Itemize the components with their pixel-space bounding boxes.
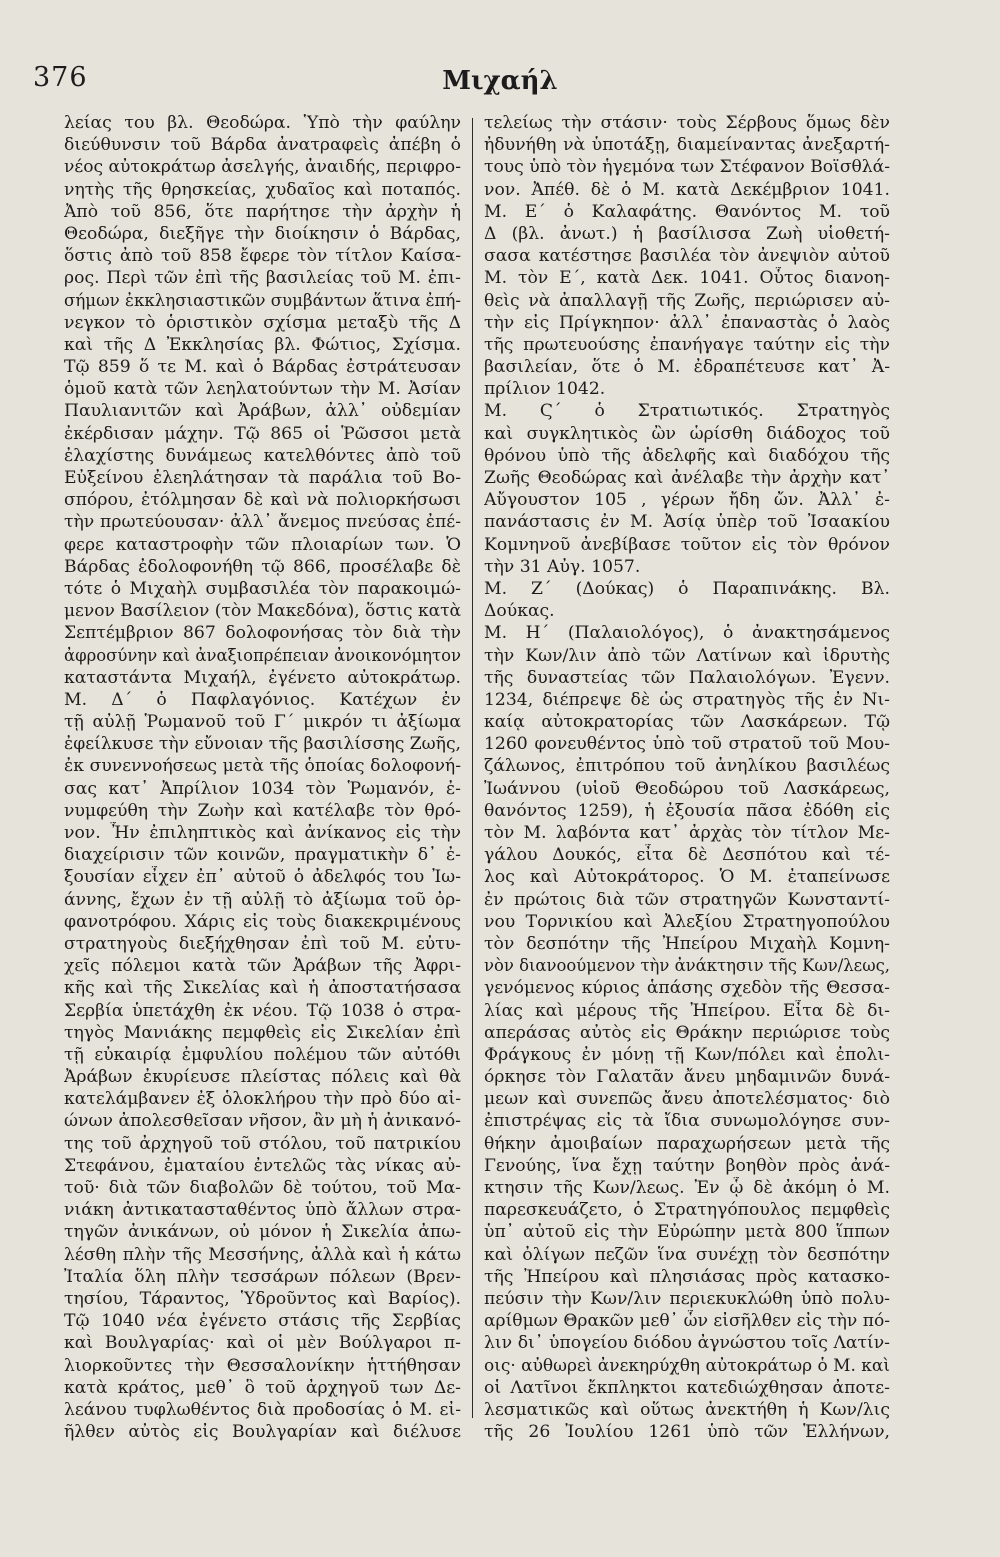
text-line: ζάλωνος, ἐπιτρόπου τοῦ ἀνηλίκου βασιλέως <box>484 756 890 777</box>
text-line: Δ (βλ. ἀνωτ.) ἡ βασίλισσα Ζωὴ υἱοθετή- <box>484 223 890 244</box>
text-line: νον. Ἀπέθ. δὲ ὁ Μ. κατὰ Δεκέμβριον 1041. <box>484 179 890 200</box>
text-line: άννης, ἔχων ἐν τῇ αὐλῇ τὸ ἀξίωμα τοῦ ὀρ- <box>64 889 461 910</box>
text-line: παρεσκευάζετο, ὁ Στρατηγόπουλος πεμφθεὶς <box>484 1200 890 1221</box>
text-line: Δούκας. <box>484 601 555 622</box>
text-line: θρόνου ὑπὸ τῆς ἀδελφῆς καὶ διαδόχου τῆς <box>484 445 890 466</box>
text-line: θανόντος 1259), ἡ ἐξουσία πᾶσα ἐδόθη εἰς <box>484 800 890 821</box>
text-line: τότε ὁ Μιχαὴλ συμβασιλέα τὸν παρακοιμώ- <box>64 578 461 599</box>
text-line: Μ. Ε΄ ὁ Καλαφάτης. Θανόντος Μ. τοῦ <box>484 201 890 222</box>
text-line: Βάρδας ἐδολοφονήθη τῷ 866, προσέλαβε δὲ <box>64 556 461 577</box>
text-line: ἐκ συνεννοήσεως μετὰ τῆς ὁποίας δολοφονή- <box>64 756 461 777</box>
text-line: καταστάντα Μιχαήλ, ἐγένετο αὐτοκράτωρ. <box>64 667 461 688</box>
text-line: στρατηγοὺς διεξήχθησαν ἐπὶ τοῦ Μ. εὐτυ- <box>64 933 461 954</box>
text-line: λεάνου τυφλωθέντος διὰ προδοσίας ὁ Μ. εἰ- <box>64 1399 461 1420</box>
text-line: τὴν πρωτεύουσαν· ἀλλ᾽ ἄνεμος πνεύσας ἐπέ- <box>64 512 461 533</box>
text-line: λίας καὶ μέρους τῆς Ἠπείρου. Εἶτα δὲ δι- <box>484 1000 890 1021</box>
text-line: σασα κατέστησε βασιλέα τὸν ἀνεψιὸν αὐτοῦ <box>484 246 890 267</box>
text-line: ώνων ἀπολεσθεῖσαν νῆσον, ἂν μὴ ἡ ἀνικανό- <box>64 1111 461 1132</box>
text-line: τῇ αὐλῇ Ῥωμανοῦ τοῦ Γ΄ μικρόν τι ἀξίωμα <box>64 712 461 733</box>
text-line: Ζωῆς Θεοδώρας καὶ ἀνέλαβε τὴν ἀρχὴν κατ᾽ <box>484 468 890 488</box>
text-line: τῇ εὐκαιρίᾳ ἐμφυλίου πολέμου τῶν αὐτόθι <box>64 1044 461 1065</box>
text-line: τῆς 26 Ἰουλίου 1261 ὑπὸ τῶν Ἑλλήνων, <box>484 1422 890 1443</box>
text-line: νὸν διανοούμενον τὴν ἀνάκτησιν τῆς Κων/λεως, <box>484 956 890 977</box>
text-line: όρκησε τὸν Γαλατᾶν ἄνευ μηδαμινῶν δυνά- <box>484 1067 890 1088</box>
text-line: κῆς καὶ τῆς Σικελίας καὶ ἡ ἀποστατήσασα <box>64 978 461 999</box>
text-line: ρος. Περὶ τῶν ἐπὶ τῆς βασιλείας τοῦ Μ. ἐπι- <box>64 268 461 289</box>
page-number: 376 <box>33 62 88 93</box>
text-line: Τῷ 859 ὅ τε Μ. καὶ ὁ Βάρδας ἐστράτευσαν <box>64 357 461 378</box>
text-line: νεγκον τὸ ὁριστικὸν σχίσμα μεταξὺ τῆς Δ <box>64 312 461 333</box>
column-divider <box>472 118 473 1418</box>
text-line: ὑπ᾽ αὐτοῦ εἰς τὴν Εὐρώπην μετὰ 800 ἵππων <box>484 1222 890 1243</box>
text-line: Μ. Ζ΄ (Δούκας) ὁ Παραπινάκης. Βλ. <box>484 578 890 599</box>
text-line: πρίλιον 1042. <box>484 379 606 400</box>
text-line: ῆλθεν αὐτὸς εἰς Βουλγαρίαν καὶ διέλυσε <box>64 1422 461 1443</box>
text-line: θήκην ἀμοιβαίων παραχωρήσεων μετὰ τῆς <box>484 1133 890 1154</box>
text-line: Ἰταλία ὅλη πλὴν τεσσάρων πόλεων (Βρεν- <box>64 1266 461 1287</box>
text-line: σπόρου, ἐτόλμησαν δὲ καὶ νὰ πολιορκήσωσι <box>64 490 461 511</box>
text-line: τὴν Κων/λιν ἀπὸ τῶν Λατίνων καὶ ἱδρυτὴς <box>484 645 890 666</box>
text-line: Μ. τὸν Ε΄, κατὰ Δεκ. 1041. Οὗτος διανοη- <box>484 268 890 289</box>
text-line: Κομνηνοῦ ἀνεβίβασε τοῦτον εἰς τὸν θρόνον <box>484 534 890 555</box>
text-line: ἐπιστρέψας εἰς τὰ ἴδια συνωμολόγησε συν- <box>484 1111 890 1132</box>
right-text-column <box>484 112 890 1443</box>
text-line: καὶ συγκλητικὸς ὢν ὡρίσθη διάδοχος τοῦ <box>484 423 890 444</box>
text-line: οἱ Λατῖνοι ἔκπληκτοι κατεδιώχθησαν ἀποτε- <box>484 1377 890 1398</box>
text-line: Φράγκους ἐν μόνῃ τῇ Κων/πόλει καὶ ἐπολι- <box>484 1044 890 1065</box>
text-line: νιάκη ἀντικατασταθέντος ὑπὸ ἄλλων στρα- <box>64 1200 461 1221</box>
text-line: ὅστις ἀπὸ τοῦ 858 ἔφερε τὸν τίτλον Καίσα- <box>64 246 461 267</box>
text-line: λέσθη πλὴν τῆς Μεσσήνης, ἀλλὰ καὶ ἡ κάτω <box>64 1244 461 1265</box>
text-line: διαχείρισιν τῶν κοινῶν, πραγματικὴν δ᾽ ἐ- <box>64 845 461 866</box>
text-line: ἐλαχίστης δυνάμεως κατελθόντες ἀπὸ τοῦ <box>64 445 461 466</box>
text-line: ἐφείλκυσε τὴν εὔνοιαν τῆς βασιλίσσης Ζωῆς, <box>64 734 461 755</box>
text-line: νον. Ἦν ἐπιληπτικὸς καὶ ἀνίκανος εἰς τὴν <box>64 823 461 843</box>
text-line: Θεοδώρα, διεξῆγε τὴν διοίκησιν ὁ Βάρδας, <box>64 223 461 244</box>
text-line: Μ. Δ΄ ὁ Παφλαγόνιος. Κατέχων ἐν <box>64 689 461 710</box>
text-line: ξουσίαν εἶχεν ἐπ᾽ αὐτοῦ ὁ ἀδελφός του Ἰω- <box>64 867 461 888</box>
text-line: ἐκέρδισαν μάχην. Τῷ 865 οἱ Ῥῶσσοι μετὰ <box>64 423 461 444</box>
text-line: τὴν 31 Αὐγ. 1057. <box>484 556 641 577</box>
text-line: Μ. Η΄ (Παλαιολόγος), ὁ ἀνακτησάμενος <box>484 623 890 644</box>
text-line: καὶ Βουλγαρίας· καὶ οἱ μὲν Βούλγαροι π- <box>64 1333 461 1354</box>
text-line: χεῖς πόλεμοι κατὰ τῶν Ἀράβων τῆς Ἀφρι- <box>64 956 461 977</box>
left-text-column <box>64 112 461 1443</box>
text-line: τὸν Μ. λαβόντα κατ᾽ ἀρχὰς τὸν τίτλον Με- <box>484 823 890 843</box>
text-line: Παυλιανιτῶν καὶ Ἀράβων, ἀλλ᾽ οὐδεμίαν <box>64 401 461 422</box>
text-line: ἠδυνήθη νὰ ὑποτάξῃ, διαμείναντας ἀνεξαρτή- <box>484 135 890 156</box>
text-line: τελείως τὴν στάσιν· τοὺς Σέρβους ὅμως δὲν <box>484 113 890 133</box>
text-line: λεσματικῶς καὶ οὕτως ἀνεκτήθη ἡ Κων/λις <box>484 1399 890 1420</box>
text-line: τους ὑπὸ τὸν ἡγεμόνα των Στέφανον Βοϊσθλά- <box>484 157 890 178</box>
text-line: τῆς πρωτευούσης ἐπανήγαγε ταύτην εἰς τὴν <box>484 334 890 355</box>
text-line: λείας του βλ. Θεοδώρα. Ὑπὸ τὴν φαύλην <box>64 113 461 133</box>
text-line: Σεπτέμβριον 867 δολοφονήσας τὸν διὰ τὴν <box>64 623 461 644</box>
text-line: νου Τορνικίου καὶ Ἀλεξίου Στρατηγοπούλου <box>484 911 890 932</box>
text-line: λιν δι᾽ ὑπογείου διόδου ἀγνώστου τοῖς Λατίν- <box>484 1333 890 1354</box>
text-line: οις· αὐθωρεὶ ἀνεκηρύχθη αὐτοκράτωρ ὁ Μ. καὶ <box>484 1355 890 1376</box>
text-line: πανάστασις ἐν Μ. Ἀσίᾳ ὑπὲρ τοῦ Ἰσαακίου <box>484 512 890 533</box>
running-head: Μιχαήλ <box>442 66 558 96</box>
text-line: νητὴς τῆς θρησκείας, χυδαῖος καὶ ποταπός. <box>64 179 461 200</box>
text-line: απεράσας αὐτὸς εἰς Θράκην περιώρισε τοὺς <box>484 1022 890 1043</box>
text-line: Τῷ 1040 νέα ἐγένετο στάσις τῆς Σερβίας <box>64 1311 461 1332</box>
text-line: ὁμοῦ κατὰ τῶν λεηλατούντων τὴν Μ. Ἀσίαν <box>64 379 461 400</box>
text-line: διεύθυνσιν τοῦ Βάρδα ἀνατραφεὶς ἀπέβη ὁ <box>64 135 461 156</box>
text-line: Στεφάνου, ἐματαίου ἐντελῶς τὰς νίκας αὐ- <box>64 1155 461 1176</box>
text-line: τῆς δυναστείας τῶν Παλαιολόγων. Ἐγενν. <box>484 667 890 688</box>
text-line: σήμων ἐκκλησιαστικῶν συμβάντων ἅτινα ἐπή- <box>64 290 461 311</box>
text-line: αρίθμων Θρακῶν μεθ᾽ ὧν εἰσῆλθεν εἰς τὴν πό- <box>484 1311 890 1332</box>
text-line: βασιλείαν, ὅτε ὁ Μ. ἐδραπέτευσε κατ᾽ Ἀ- <box>484 357 890 378</box>
text-line: τοῦ· διὰ τῶν διαβολῶν δὲ τούτου, τοῦ Μα- <box>64 1178 461 1198</box>
text-line: καὶ τῆς Δ Ἐκκλησίας βλ. Φώτιος, Σχίσμα. <box>64 334 461 355</box>
text-line: τηγὸς Μανιάκης πεμφθεὶς εἰς Σικελίαν ἐπὶ <box>64 1022 461 1043</box>
text-line: ἀφροσύνην καὶ ἀναξιοπρέπειαν ἀνοικονόμητον <box>64 645 461 666</box>
text-line: κτησιν τῆς Κων/λεως. Ἐν ᾧ δὲ ἀκόμη ὁ Μ. <box>484 1178 890 1198</box>
text-line: θεὶς νὰ ἀπαλλαγῇ τῆς Ζωῆς, περιώρισεν αὐ- <box>484 290 890 311</box>
text-line: κατελάμβανεν ἐξ ὁλοκλήρου τὴν πρὸ δύο αἰ- <box>64 1089 461 1110</box>
text-line: τὴν εἰς Πρίγκηπον· ἀλλ᾽ ἐπαναστὰς ὁ λαὸς <box>484 312 890 333</box>
text-line: 1260 φονευθέντος ὑπὸ τοῦ στρατοῦ τοῦ Μου- <box>484 734 890 755</box>
text-line: γάλου Δουκός, εἶτα δὲ Δεσπότου καὶ τέ- <box>484 845 890 866</box>
text-line: σας κατ᾽ Ἀπρίλιον 1034 τὸν Ῥωμανόν, ἐ- <box>64 778 461 799</box>
text-line: ἐν πρώτοις διὰ τῶν στρατηγῶν Κωνσταντί- <box>484 889 890 910</box>
text-line: Αὔγουστον 105 , γέρων ἤδη ὤν. Ἀλλ᾽ ἐ- <box>484 490 890 511</box>
text-line: καὶ ὀλίγων πεζῶν ἵνα συνέχῃ τὸν δεσπότην <box>484 1244 890 1265</box>
text-line: Ἀπὸ τοῦ 856, ὅτε παρήτησε τὴν ἀρχὴν ἡ <box>64 201 461 222</box>
text-line: φανοτρόφου. Χάρις εἰς τοὺς διακεκριμένους <box>64 911 461 932</box>
text-line: κατὰ κράτος, μεθ᾽ ὃ τοῦ ἀρχηγοῦ των Δε- <box>64 1377 461 1398</box>
text-line: 1234, διέπρεψε δὲ ὡς στρατηγὸς τῆς ἐν Νι- <box>484 689 890 710</box>
text-line: καίᾳ αὐτοκρατορίας τῶν Λασκάρεων. Τῷ <box>484 712 890 733</box>
text-line: Μ. Ϛ΄ ὁ Στρατιωτικός. Στρατηγὸς <box>484 401 890 422</box>
text-line: νυμφεύθη τὴν Ζωὴν καὶ κατέλαβε τὸν θρό- <box>64 800 461 821</box>
text-line: τῆς Ἠπείρου καὶ πλησιάσας πρὸς κατασκο- <box>484 1266 890 1287</box>
text-line: φερε καταστροφὴν τῶν πλοιαρίων των. Ὁ <box>64 534 461 555</box>
text-line: Ἀράβων ἐκυρίευσε πλείστας πόλεις καὶ θὰ <box>64 1067 461 1088</box>
text-line: Ἰωάννου (υἱοῦ Θεοδώρου τοῦ Λασκάρεως, <box>484 778 890 799</box>
text-line: νέος αὐτοκράτωρ ἀσελγής, ἀναιδής, περιφρο- <box>64 157 461 178</box>
text-line: τησίου, Τάραντος, Ὑδροῦντος καὶ Βαρίος). <box>64 1288 461 1309</box>
text-line: τηγῶν ἀνικάνων, οὐ μόνον ἡ Σικελία ἀπω- <box>64 1222 461 1243</box>
text-line: Εὐξείνου ἐλεηλάτησαν τὰ παράλια τοῦ Βο- <box>64 468 461 488</box>
text-line: πεύσιν τὴν Κων/λιν περιεκυκλώθη ὑπὸ πολυ- <box>484 1288 890 1309</box>
text-line: μενον Βασίλειον (τὸν Μακεδόνα), ὅστις κατὰ <box>64 601 461 622</box>
text-line: Γενούης, ἵνα ἔχῃ ταύτην βοηθὸν πρὸς ἀνά- <box>484 1155 890 1176</box>
text-line: λος καὶ Αὐτοκράτορος. Ὁ Μ. ἐταπείνωσε <box>484 867 890 888</box>
text-line: Σερβία ὑπετάχθη ἐκ νέου. Τῷ 1038 ὁ στρα- <box>64 1000 461 1021</box>
text-line: γενόμενος κύριος ἁπάσης σχεδὸν τῆς Θεσσα- <box>484 978 890 999</box>
text-line: της τοῦ ἀρχηγοῦ τοῦ στόλου, τοῦ πατρικίου <box>64 1133 461 1154</box>
text-line: μεων καὶ συνεπῶς ἄνευ ἀποτελέσματος· διὸ <box>484 1089 890 1110</box>
text-line: τὸν δεσπότην τῆς Ἠπείρου Μιχαὴλ Κομνη- <box>484 933 890 954</box>
text-line: λιορκοῦντες τὴν Θεσσαλονίκην ἡττήθησαν <box>64 1355 461 1376</box>
